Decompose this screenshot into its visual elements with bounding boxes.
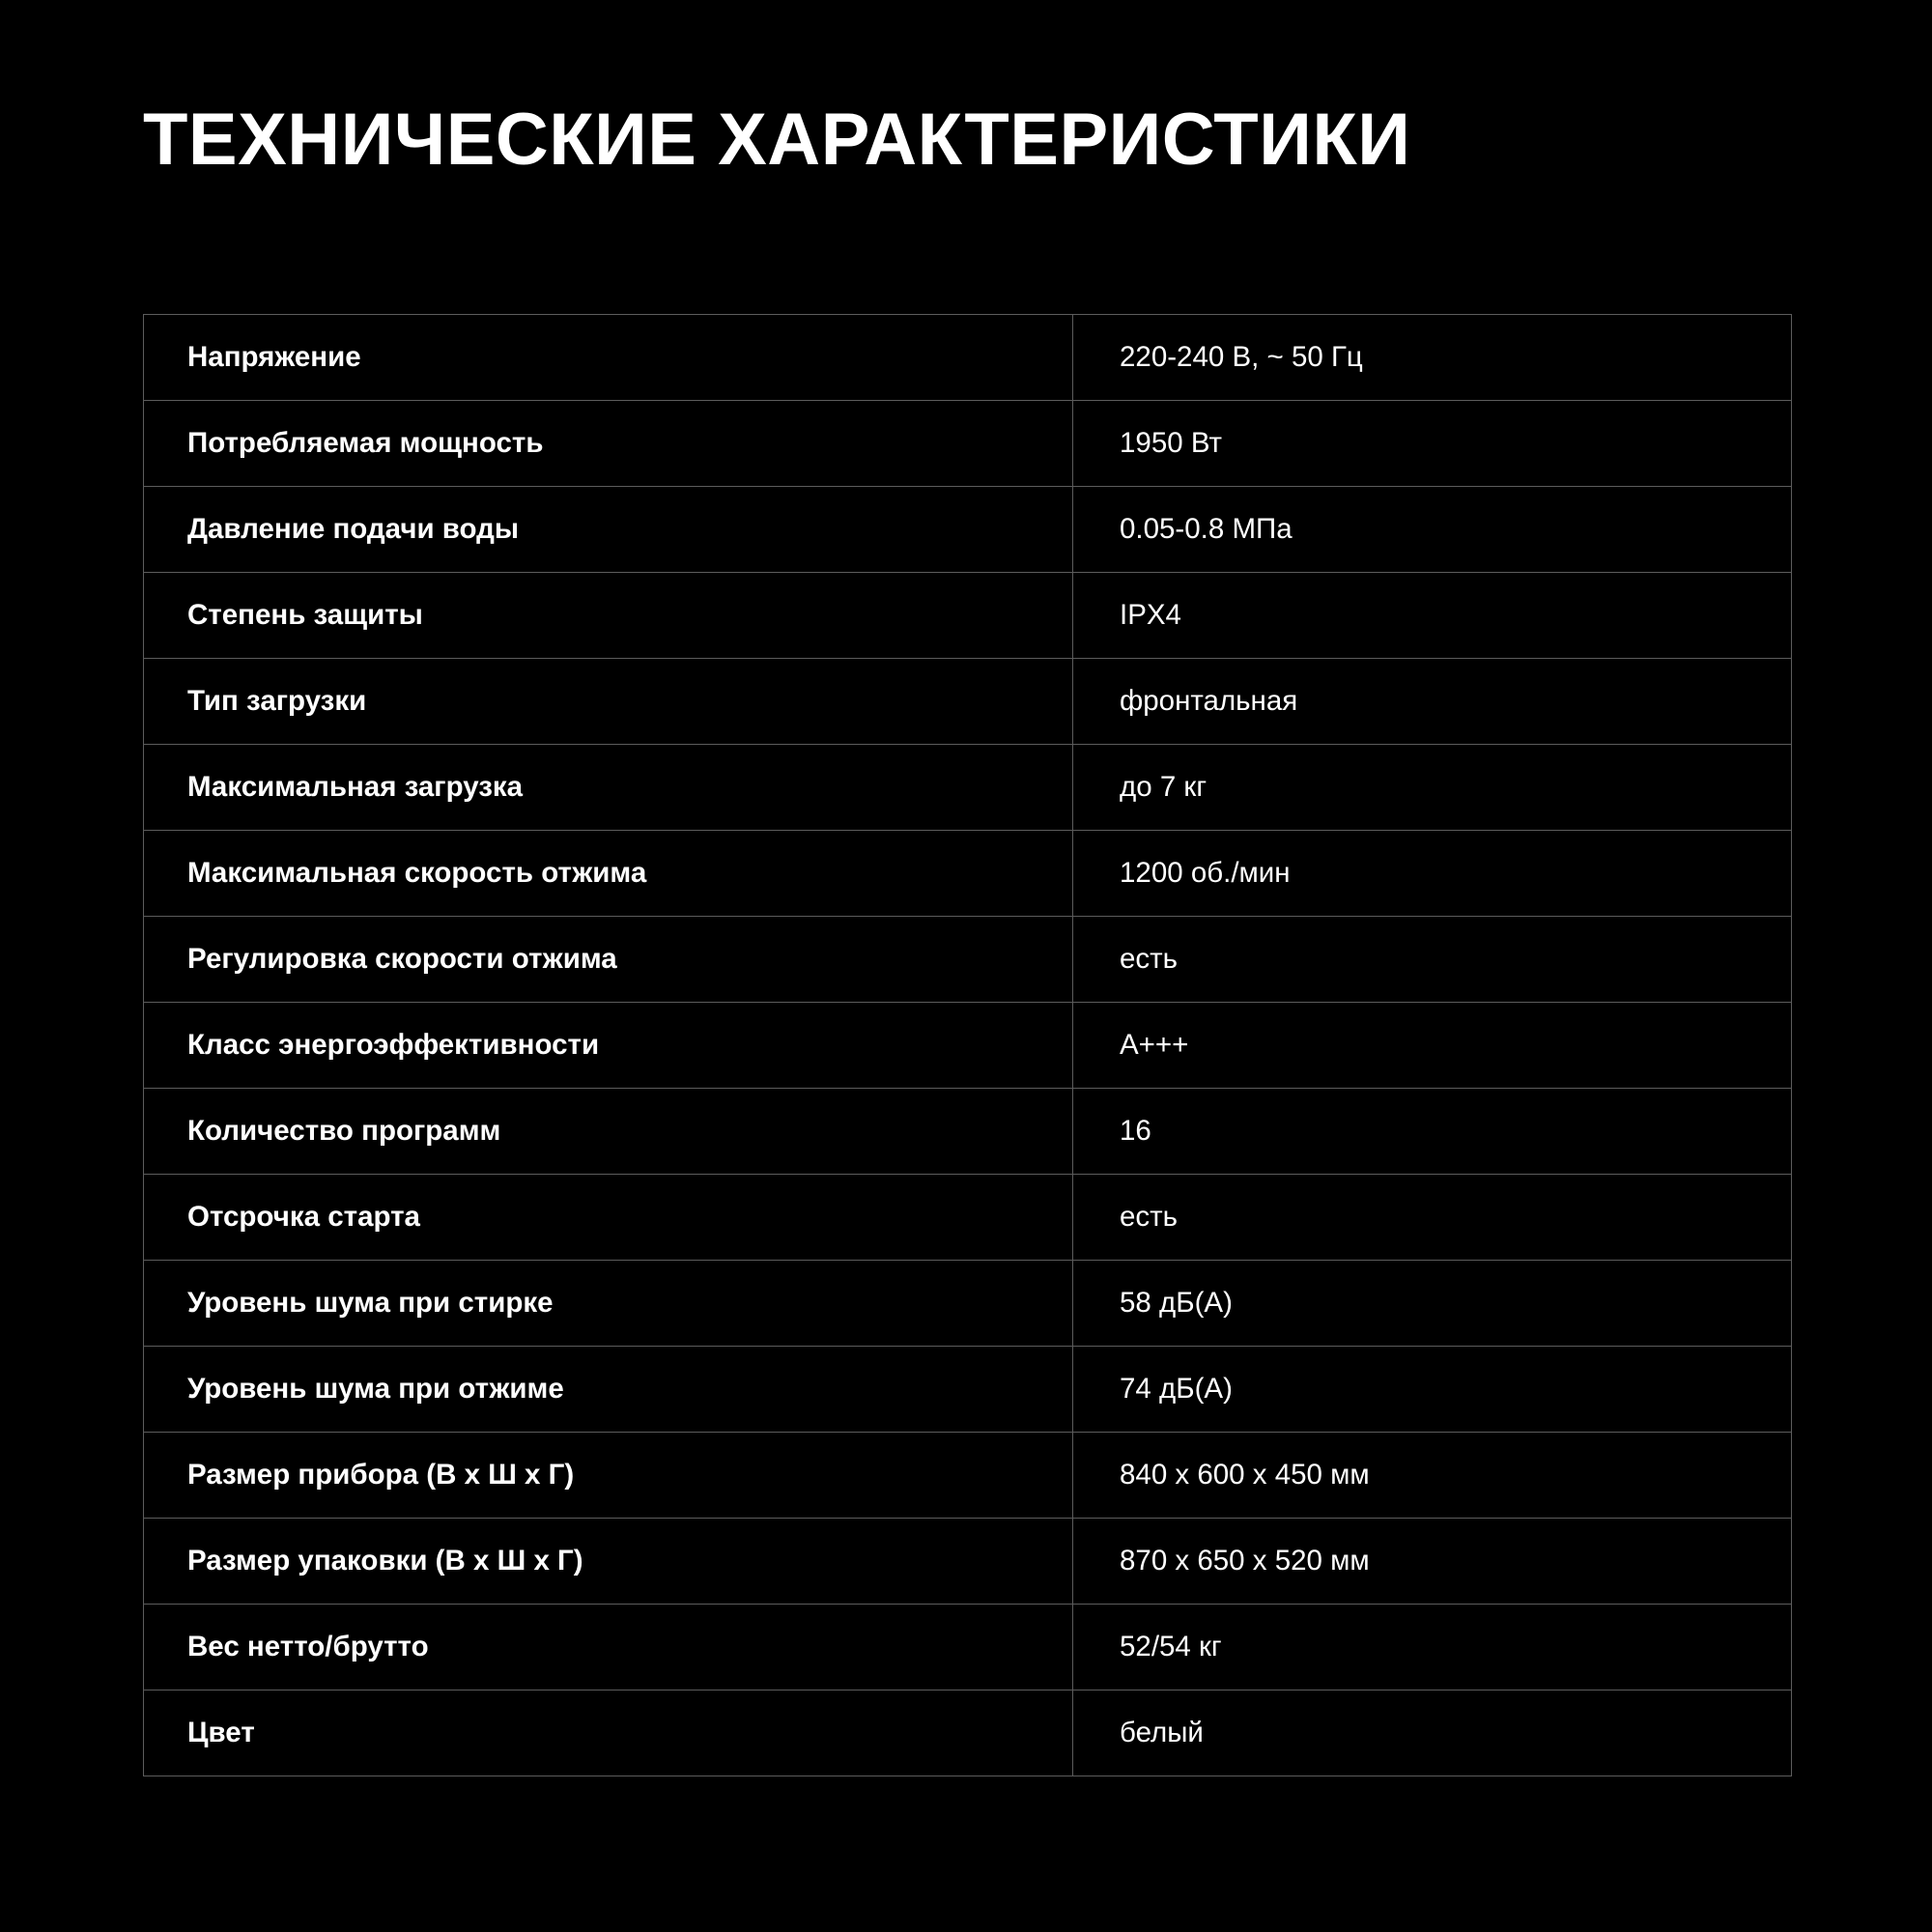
table-row <box>144 659 1792 745</box>
spec-parameter: Потребляемая мощность <box>144 401 1073 487</box>
table-row <box>144 1261 1792 1347</box>
spec-parameter: Уровень шума при отжиме <box>144 1347 1073 1433</box>
table-row <box>144 1003 1792 1089</box>
table-row <box>144 1089 1792 1175</box>
spec-value: IPX4 <box>1073 573 1792 659</box>
table-row <box>144 1175 1792 1261</box>
table-row <box>144 401 1792 487</box>
table-row <box>144 315 1792 401</box>
spec-value: 870 x 650 x 520 мм <box>1073 1519 1792 1605</box>
specifications-table <box>143 314 1792 1776</box>
spec-value: 1950 Вт <box>1073 401 1792 487</box>
table-row <box>144 573 1792 659</box>
table-row <box>144 487 1792 573</box>
spec-value: до 7 кг <box>1073 745 1792 831</box>
spec-parameter: Количество программ <box>144 1089 1073 1175</box>
spec-parameter: Давление подачи воды <box>144 487 1073 573</box>
page-title: ТЕХНИЧЕСКИЕ ХАРАКТЕРИСТИКИ <box>143 99 1411 181</box>
specifications-table-body <box>144 315 1792 1776</box>
spec-parameter: Вес нетто/брутто <box>144 1605 1073 1690</box>
spec-parameter: Напряжение <box>144 315 1073 401</box>
spec-parameter: Размер упаковки (В х Ш х Г) <box>144 1519 1073 1605</box>
spec-value: 58 дБ(А) <box>1073 1261 1792 1347</box>
spec-parameter: Класс энергоэффективности <box>144 1003 1073 1089</box>
spec-value: 220-240 В, ~ 50 Гц <box>1073 315 1792 401</box>
spec-parameter: Цвет <box>144 1690 1073 1776</box>
spec-parameter: Максимальная загрузка <box>144 745 1073 831</box>
spec-value: есть <box>1073 1175 1792 1261</box>
spec-parameter: Уровень шума при стирке <box>144 1261 1073 1347</box>
table-row <box>144 1519 1792 1605</box>
spec-value: 74 дБ(А) <box>1073 1347 1792 1433</box>
spec-value: фронтальная <box>1073 659 1792 745</box>
table-row <box>144 1605 1792 1690</box>
table-row <box>144 917 1792 1003</box>
spec-value: 16 <box>1073 1089 1792 1175</box>
spec-value: 0.05-0.8 МПа <box>1073 487 1792 573</box>
spec-value: A+++ <box>1073 1003 1792 1089</box>
table-row <box>144 1347 1792 1433</box>
table-row <box>144 745 1792 831</box>
spec-value: 840 x 600 x 450 мм <box>1073 1433 1792 1519</box>
spec-parameter: Тип загрузки <box>144 659 1073 745</box>
table-row <box>144 1690 1792 1776</box>
table-row <box>144 1433 1792 1519</box>
spec-parameter: Размер прибора (В х Ш х Г) <box>144 1433 1073 1519</box>
spec-value: 52/54 кг <box>1073 1605 1792 1690</box>
spec-parameter: Отсрочка старта <box>144 1175 1073 1261</box>
spec-parameter: Регулировка скорости отжима <box>144 917 1073 1003</box>
spec-value: белый <box>1073 1690 1792 1776</box>
spec-value: есть <box>1073 917 1792 1003</box>
table-row <box>144 831 1792 917</box>
spec-value: 1200 об./мин <box>1073 831 1792 917</box>
spec-parameter: Степень защиты <box>144 573 1073 659</box>
spec-parameter: Максимальная скорость отжима <box>144 831 1073 917</box>
